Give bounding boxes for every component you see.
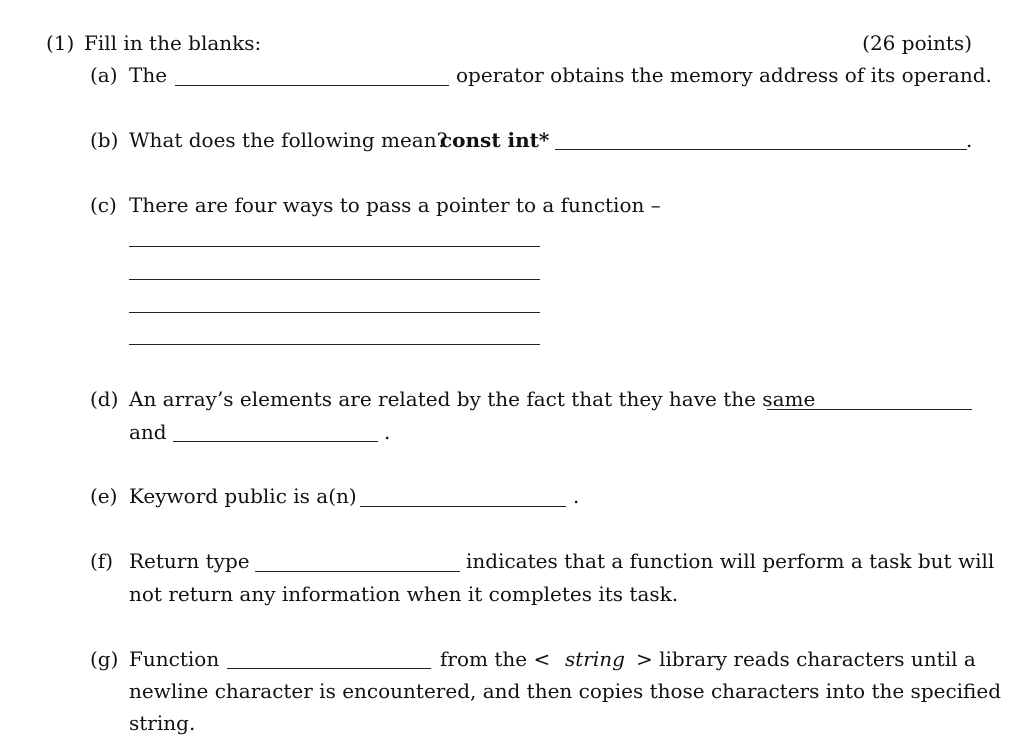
blank-field[interactable] (173, 441, 378, 442)
item-text: The (129, 63, 168, 87)
item-punctuation: . (966, 128, 973, 152)
item-punctuation: . (384, 420, 391, 444)
item-text: An array’s elements are related by the fact that they have the same (129, 387, 816, 411)
item-label: (d) (90, 387, 119, 411)
item-text: not return any information when it completes its task. (129, 582, 679, 606)
item-label: (b) (90, 128, 119, 152)
item-text: string. (129, 711, 196, 735)
blank-field[interactable] (767, 409, 972, 410)
blank-field[interactable] (227, 668, 431, 669)
item-text: operator obtains the memory address of its operand. (456, 63, 992, 87)
item-label: (f) (90, 549, 114, 573)
item-label: (c) (90, 193, 117, 217)
blank-field[interactable] (129, 246, 540, 247)
blank-field[interactable] (555, 149, 967, 150)
item-label: (e) (90, 484, 118, 508)
blank-field[interactable] (255, 571, 460, 572)
item-label: (g) (90, 647, 119, 671)
item-punctuation: . (573, 484, 580, 508)
library-name: string (565, 647, 625, 671)
blank-field[interactable] (129, 312, 540, 313)
item-text: and (129, 420, 167, 444)
item-text: newline character is encountered, and then copies those characters into the specified (129, 679, 1002, 703)
blank-field[interactable] (175, 85, 449, 86)
item-text: There are four ways to pass a pointer to a function – (129, 193, 661, 217)
blank-field[interactable] (129, 344, 540, 345)
code-term: const int* (440, 128, 550, 152)
question-title: Fill in the blanks: (84, 31, 262, 55)
item-text: What does the following mean? (129, 128, 448, 152)
item-text: > library reads characters until a (636, 647, 976, 671)
item-text: indicates that a function will perform a task but will (466, 549, 995, 573)
item-text: Return type (129, 549, 250, 573)
item-text: Keyword public is a(n) (129, 484, 357, 508)
blank-field[interactable] (129, 279, 540, 280)
item-text: from the < (440, 647, 551, 671)
blank-field[interactable] (360, 506, 566, 507)
question-number: (1) (46, 31, 75, 55)
item-label: (a) (90, 63, 118, 87)
item-text: Function (129, 647, 220, 671)
points-label: (26 points) (862, 31, 972, 55)
